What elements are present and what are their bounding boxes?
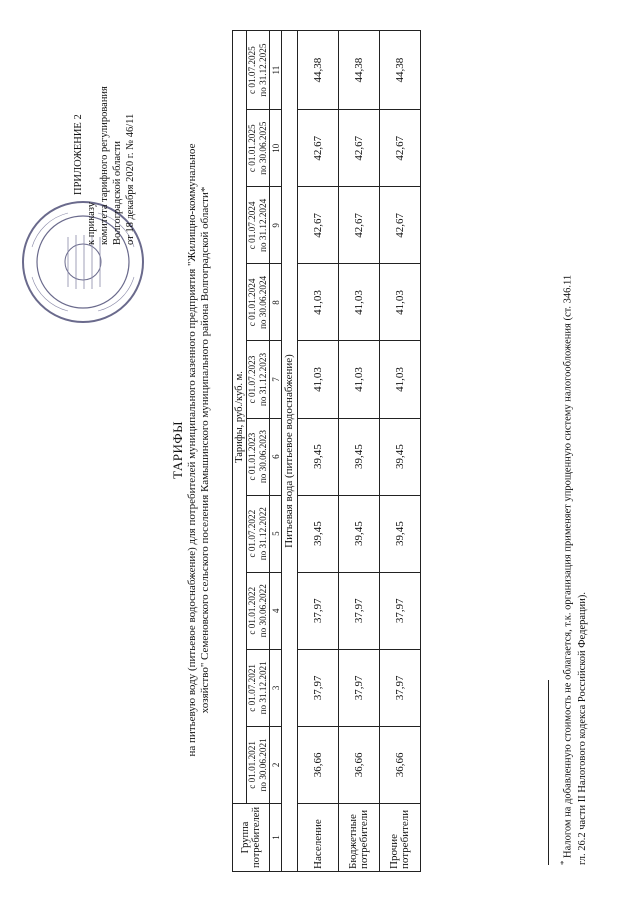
tariff-cell: 39,45: [298, 495, 339, 572]
header-period: с 01.01.2025 по 30.06.2025: [247, 110, 270, 187]
column-number: 10: [270, 110, 282, 187]
column-number: 6: [270, 418, 282, 495]
header-period: с 01.07.2025 по 31.12.2025: [247, 31, 270, 110]
tariff-cell: 42,67: [380, 187, 421, 264]
document-subtitle-1: на питьевую воду (питьевое водоснабжение) для потребителей муниципального казенного предприятия "Жилищно-коммунальное: [186, 143, 198, 757]
appendix-line-5: от 18 декабря 2020 г. № 46/11: [125, 113, 136, 245]
footnote-mark: *: [558, 860, 568, 865]
tariff-cell: 36,66: [298, 726, 339, 803]
column-number: 1: [270, 803, 282, 871]
document-subtitle-2: хозяйство" Семеновского сельского поселения Камышинского муниципального района Волгоградской области*: [199, 186, 211, 714]
header-tariff: Тарифы, руб./куб. м.: [233, 31, 247, 804]
tariff-cell: 42,67: [339, 110, 380, 187]
tariff-cell: 37,97: [380, 649, 421, 726]
header-period: с 01.07.2022 по 31.12.2022: [247, 495, 270, 572]
tariff-cell: 39,45: [339, 495, 380, 572]
appendix-line-4: Волгоградской области: [112, 140, 123, 245]
tariff-cell: 36,66: [380, 726, 421, 803]
tariff-cell: 42,67: [298, 187, 339, 264]
tariff-cell: 39,45: [380, 418, 421, 495]
tariff-cell: 39,45: [298, 418, 339, 495]
tariff-cell: 39,45: [339, 418, 380, 495]
footnote: [556, 35, 590, 865]
footnote-text-1: Налогом на добавленную стоимость не облагается, т.к. организация применяет упрощенную систему налогообложения (ст. 346.11: [562, 274, 574, 858]
column-number: 11: [270, 31, 282, 110]
tariff-cell: 42,67: [339, 187, 380, 264]
footnote-line-2: гл. 26.2 части II Налогового кодекса Российской Федерации).: [576, 591, 588, 865]
tariff-cell: 42,67: [298, 110, 339, 187]
appendix-line-3: комитета тарифного регулирования: [99, 86, 110, 245]
tariff-cell: 44,38: [380, 31, 421, 110]
tariff-cell: 44,38: [339, 31, 380, 110]
column-number: 3: [270, 649, 282, 726]
row-group-label: Население: [298, 803, 339, 871]
tariff-cell: 41,03: [380, 264, 421, 341]
appendix-block: [72, 35, 137, 265]
tariff-cell: 37,97: [380, 572, 421, 649]
footnote-divider: [548, 680, 549, 865]
header-period: с 01.07.2024 по 31.12.2024: [247, 187, 270, 264]
row-group-label: Бюджетные потребители: [339, 803, 380, 871]
tariff-cell: 41,03: [339, 264, 380, 341]
tariff-cell: 37,97: [339, 649, 380, 726]
column-number: 9: [270, 187, 282, 264]
title-block: [170, 35, 212, 865]
row-group-label: Прочие потребители: [380, 803, 421, 871]
column-number: 4: [270, 572, 282, 649]
header-period: с 01.01.2021 по 30.06.2021: [247, 726, 270, 803]
tariff-cell: 37,97: [298, 649, 339, 726]
header-period: с 01.01.2024 по 30.06.2024: [247, 264, 270, 341]
table-row: [380, 31, 421, 872]
tariff-table: [232, 30, 421, 872]
header-period: с 01.01.2023 по 30.06.2023: [247, 418, 270, 495]
footnote-line-1: [556, 35, 576, 865]
column-number: 8: [270, 264, 282, 341]
tariff-cell: 41,03: [380, 341, 421, 418]
tariff-cell: 41,03: [298, 341, 339, 418]
section-heading: Питьевая вода (питьевое водоснабжение): [282, 31, 298, 872]
table-row: [339, 31, 380, 872]
header-period: с 01.07.2023 по 31.12.2023: [247, 341, 270, 418]
tariff-cell: 39,45: [380, 495, 421, 572]
tariff-cell: 41,03: [339, 341, 380, 418]
tariff-cell: 42,67: [380, 110, 421, 187]
column-number: 7: [270, 341, 282, 418]
tariff-cell: 36,66: [339, 726, 380, 803]
appendix-line-2: к приказу: [86, 202, 97, 245]
column-number: 2: [270, 726, 282, 803]
document-title: ТАРИФЫ: [170, 421, 185, 479]
appendix-line-1: ПРИЛОЖЕНИЕ 2: [73, 114, 84, 195]
header-period: с 01.01.2022 по 30.06.2022: [247, 572, 270, 649]
table-row: [298, 31, 339, 872]
tariff-cell: 44,38: [298, 31, 339, 110]
header-consumer-group: Группа потребителей: [233, 803, 270, 871]
tariff-cell: 37,97: [298, 572, 339, 649]
tariff-cell: 41,03: [298, 264, 339, 341]
header-period: с 01.07.2021 по 31.12.2021: [247, 649, 270, 726]
tariff-cell: 37,97: [339, 572, 380, 649]
column-number: 5: [270, 495, 282, 572]
